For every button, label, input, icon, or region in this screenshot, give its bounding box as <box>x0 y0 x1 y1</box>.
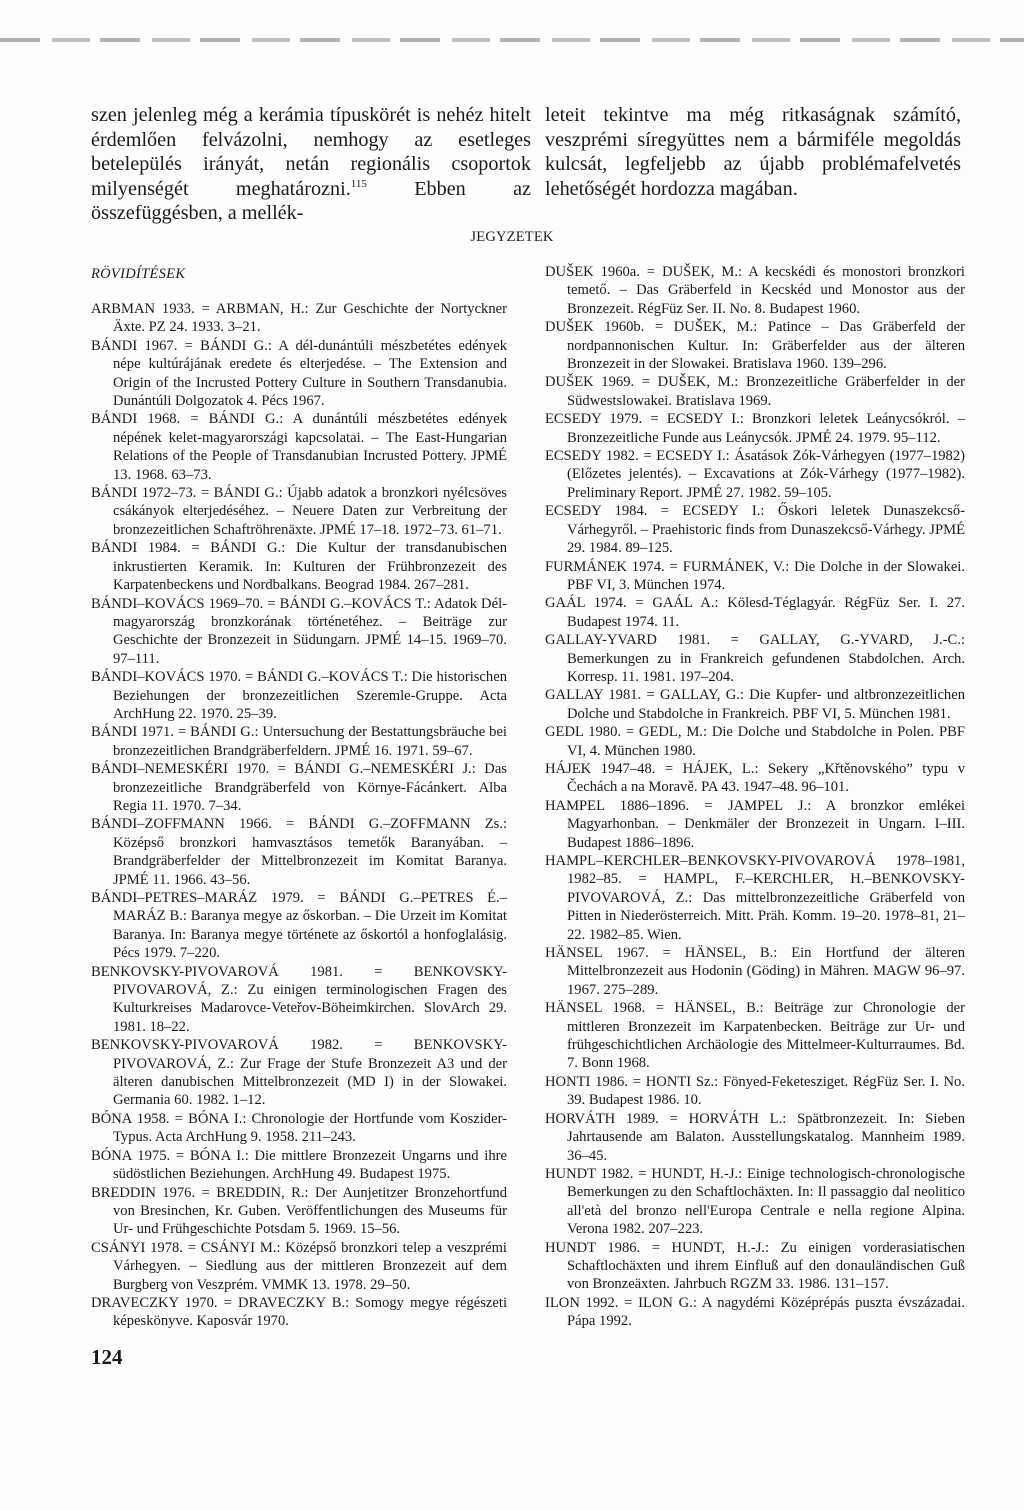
reference-entry: BÁNDI–ZOFFMANN 1966. = BÁNDI G.–ZOFFMANN Zs.: Középső bronzkori hamvasztásos temetők Baranyában. – Brandgräberfelder der Mittelbronzezeit im Komitat Baranya. JPMÉ 11. 1966. 43–56. <box>91 816 507 888</box>
reference-entry: ECSEDY 1982. = ECSEDY I.: Ásatások Zók-Várhegyen (1977–1982) (Előzetes jelentés). – Excavations at Zók-Várhegy (1977–1982). Preliminary Report. JPMÉ 27. 1982. 59–105. <box>545 448 965 501</box>
reference-entry: BREDDIN 1976. = BREDDIN, R.: Der Aunjetitzer Bronzehortfund von Bresinchen, Kr. Guben. Veröffentlichungen des Museums für Ur- und Frühgeschichte Potsdam 5. 1969. 15–56. <box>91 1184 507 1238</box>
reference-entry: HUNDT 1986. = HUNDT, H.-J.: Zu einigen vorderasiatischen Schaftlochäxten und ihrem Einfluß auf den donauländischen Guß von Bronzeäxten. Jahrbuch RGZM 33. 1986. 131–157. <box>545 1239 965 1293</box>
reference-entry: GALLAY-YVARD 1981. = GALLAY, G.-YVARD, J.-C.: Bemerkungen zu in Frankreich gefundenen Stabdolchen. Arch. Korresp. 11. 1981. 197–204. <box>545 632 965 685</box>
reference-entry: BÁNDI 1984. = BÁNDI G.: Die Kultur der transdanubischen inkrustierten Keramik. In: Kulturen der Frühbronzezeit des Karpatenbeckens und Nordbalkans. Beograd 1984. 267–281. <box>91 540 507 594</box>
reference-entry: BÁNDI 1968. = BÁNDI G.: A dunántúli mészbetétes edények népének kelet-magyarországi kapcsolatai. – The East-Hungarian Relations of the People of Transdanubian Incrusted Pottery. JPMÉ 13. 1968. 63–73. <box>91 411 507 483</box>
reference-entry: ILON 1992. = ILON G.: A nagydémi Középrépás puszta évszázadai. Pápa 1992. <box>545 1294 965 1330</box>
reference-entry: GAÁL 1974. = GAÁL A.: Kölesd-Téglagyár. RégFüz Ser. I. 27. Budapest 1974. 11. <box>545 595 965 630</box>
page-number: 124 <box>91 1345 123 1369</box>
reference-entry: BÁNDI 1967. = BÁNDI G.: A dél-dunántúli mészbetétes edények népe kultúrájának eredete és elterjedése. – The Extension and Origin of the Incrusted Pottery Culture in Southern Transdanubia. Dunántúli Dolgozatok 4. Pécs 1967. <box>91 337 507 410</box>
reference-entry: HAMPEL 1886–1896. = JAMPEL J.: A bronzkor emlékei Magyarhonban. – Denkmäler der Bronzezeit in Ungarn. I–III. Budapest 1886–1896. <box>545 797 965 851</box>
footnote-reference[interactable]: 115 <box>350 177 367 190</box>
reference-entry: BÁNDI 1971. = BÁNDI G.: Untersuchung der Bestattungsbräuche bei bronzezeitlichen Brandgräberfeldern. JPMÉ 16. 1971. 59–67. <box>91 724 507 759</box>
reference-entry: ECSEDY 1979. = ECSEDY I.: Bronzkori leletek Leánycsókról. – Bronzezeitliche Funde aus Leánycsók. JPMÉ 24. 1979. 95–112. <box>545 411 965 446</box>
reference-entry: GEDL 1980. = GEDL, M.: Die Dolche und Stabdolche in Polen. PBF VI, 4. München 1980. <box>545 724 965 759</box>
reference-entry: ARBMAN 1933. = ARBMAN, H.: Zur Geschichte der Nortyckner Äxte. PZ 24. 1933. 3–21. <box>91 301 507 336</box>
reference-entry: BÓNA 1958. = BÓNA I.: Chronologie der Hortfunde vom Koszider-Typus. Acta ArchHung 9. 1958. 211–243. <box>91 1110 507 1146</box>
reference-entry: BENKOVSKY-PIVOVAROVÁ 1982. = BENKOVSKY-PIVOVAROVÁ, Z.: Zur Frage der Stufe Bronzezeit A3 und der älteren danubischen Mittelbronzezeit (MD I) in der Slowakei. Germania 60. 1982. 1–12. <box>91 1037 507 1109</box>
reference-entry: HONTI 1986. = HONTI Sz.: Fönyed-Feketesziget. RégFüz Ser. I. No. 39. Budapest 1986. 10. <box>545 1073 965 1109</box>
reference-entry: BÓNA 1975. = BÓNA I.: Die mittlere Bronzezeit Ungarns und ihre südöstlichen Beziehungen. ArchHung 49. Budapest 1975. <box>91 1147 507 1183</box>
reference-entry: BÁNDI–KOVÁCS 1969–70. = BÁNDI G.–KOVÁCS T.: Adatok Dél-magyarország bronzkorának történetéhez. – Beiträge zur Geschichte der Bronzezeit in Südungarn. JPMÉ 14–15. 1969–70. 97–111. <box>91 595 507 667</box>
abbreviations-heading: RÖVIDÍTÉSEK <box>91 266 186 282</box>
reference-entry: DUŠEK 1969. = DUŠEK, M.: Bronzezeitliche Gräberfelder in der Südwestslowakei. Bratislava 1969. <box>545 374 965 409</box>
intro-paragraph-left: szen jelenleg még a kerámia típuskörét is nehéz hitelt érdemlően felvázolni, nemhogy az esetleges betelepülés irányát, netán regionális csoportok milyenségét meghatározni.$^{115}$ Ebben az összefüggésben, a mellék- <box>91 104 532 224</box>
intro-column-left <box>91 103 531 226</box>
intro-column-right <box>545 103 961 201</box>
references-column-left <box>91 300 507 1331</box>
intro-paragraph-right: leteit tekintve ma még ritkaságnak számító, veszprémi síregyüttes nem a bármiféle megoldás kulcsát, legfeljebb az újabb problémafelvetés lehetőségét hordozza magában. <box>545 104 961 200</box>
reference-entry: BÁNDI–NEMESKÉRI 1970. = BÁNDI G.–NEMESKÉRI J.: Das bronzezeitliche Brandgräberfeld von Környe-Fácánkert. Alba Regia 11. 1970. 7–34. <box>91 761 507 814</box>
reference-entry: CSÁNYI 1978. = CSÁNYI M.: Középső bronzkori telep a veszprémi Várhegyen. – Siedlung aus der mittleren Bronzezeit auf dem Burgberg von Veszprém. VMMK 13. 1978. 29–50. <box>91 1239 507 1293</box>
reference-entry: DUŠEK 1960a. = DUŠEK, M.: A kecskédi és monostori bronzkori temető. – Das Gräberfeld in Kecskéd und Monostor aus der Bronzezeit. RégFüz Ser. II. No. 8. Budapest 1960. <box>545 264 965 317</box>
reference-entry: HÁJEK 1947–48. = HÁJEK, L.: Sekery „Křtěnovského” typu v Čechách a na Moravě. PA 43. 1947–48. 96–101. <box>545 760 965 796</box>
reference-entry: BÁNDI–KOVÁCS 1970. = BÁNDI G.–KOVÁCS T.: Die historischen Beziehungen der bronzezeitlichen Szeremle-Gruppe. Acta ArchHung 22. 1970. 25–39. <box>91 669 507 722</box>
reference-entry: DUŠEK 1960b. = DUŠEK, M.: Patince – Das Gräberfeld der nordpannonischen Kultur. In: Gräberfelder aus der älteren Bronzezeit in der Slowakei. Bratislava 1960. 139–296. <box>545 319 965 373</box>
reference-entry: HÄNSEL 1968. = HÄNSEL, B.: Beiträge zur Chronologie der mittleren Bronzezeit im Karpatenbecken. Beiträge zur Ur- und frühgeschichtlichen Archäologie des Mittelmeer-Kulturraumes. Bd. 7. Bonn 1968. <box>545 1000 965 1072</box>
reference-entry: ECSEDY 1984. = ECSEDY I.: Őskori leletek Dunaszekcső-Várhegyről. – Praehistoric finds from Dunaszekcső-Várhegy. JPMÉ 29. 1984. 89–125. <box>545 503 965 557</box>
references-column-right <box>545 263 965 1331</box>
reference-entry: HÄNSEL 1967. = HÄNSEL, B.: Ein Hortfund der älteren Mittelbronzezeit aus Hodonin (Göding) in Mähren. MAGW 96–97. 1967. 275–289. <box>545 945 965 998</box>
reference-entry: HORVÁTH 1989. = HORVÁTH L.: Spätbronzezeit. In: Sieben Jahrtausende am Balaton. Ausstellungskatalog. Mannheim 1989. 36–45. <box>545 1110 965 1164</box>
reference-entry: HUNDT 1982. = HUNDT, H.-J.: Einige technologisch-chronologische Bemerkungen zu den Schaftlochäxten. In: Il passaggio dal neolitico all'età del bronzo nell'Europa Centrale e nella regione Alpina. Verona 1982. 207–223. <box>545 1165 965 1238</box>
reference-entry: FURMÁNEK 1974. = FURMÁNEK, V.: Die Dolche in der Slowakei. PBF VI, 3. München 1974. <box>545 558 965 593</box>
reference-entry: GALLAY 1981. = GALLAY, G.: Die Kupfer- und altbronzezeitlichen Dolche und Stabdolche in Frankreich. PBF VI, 5. München 1981. <box>545 687 965 722</box>
reference-entry: HAMPL–KERCHLER–BENKOVSKY-PIVOVAROVÁ 1978–1981, 1982–85. = HAMPL, F.–KERCHLER, H.–BENKOVSKY-PIVOVAROVÁ, Z.: Das mittelbronzezeitliche Gräberfeld von Pitten in Niederösterreich. Mitt. Präh. Komm. 19–20. 1978–81, 21–22. 1982–85. Wien. <box>545 853 965 943</box>
reference-entry: BÁNDI 1972–73. = BÁNDI G.: Újabb adatok a bronzkori nyélcsöves csákányok elterjedéséhez. – Neuere Daten zur Verbreitung der bronzezeitlichen Schaftröhrenäxte. JPMÉ 17–18. 1972–73. 61–71. <box>91 485 507 538</box>
reference-entry: BÁNDI–PETRES–MARÁZ 1979. = BÁNDI G.–PETRES É.–MARÁZ B.: Baranya megye az őskorban. – Die Urzeit im Komitat Baranya. In: Baranya megye története az őskortól a honfoglalásig. Pécs 1979. 7–220. <box>91 890 507 962</box>
reference-entry: BENKOVSKY-PIVOVAROVÁ 1981. = BENKOVSKY-PIVOVAROVÁ, Z.: Zu einigen terminologischen Fragen des Kulturkreises Madarovce-Veteřov-Böheimkirchen. SlovArch 29. 1981. 18–22. <box>91 963 507 1035</box>
scan-artifact-line <box>0 38 1024 42</box>
reference-entry: DRAVECZKY 1970. = DRAVECZKY B.: Somogy megye régészeti képeskönyve. Kaposvár 1970. <box>91 1294 507 1330</box>
section-heading: JEGYZETEK <box>470 229 554 245</box>
